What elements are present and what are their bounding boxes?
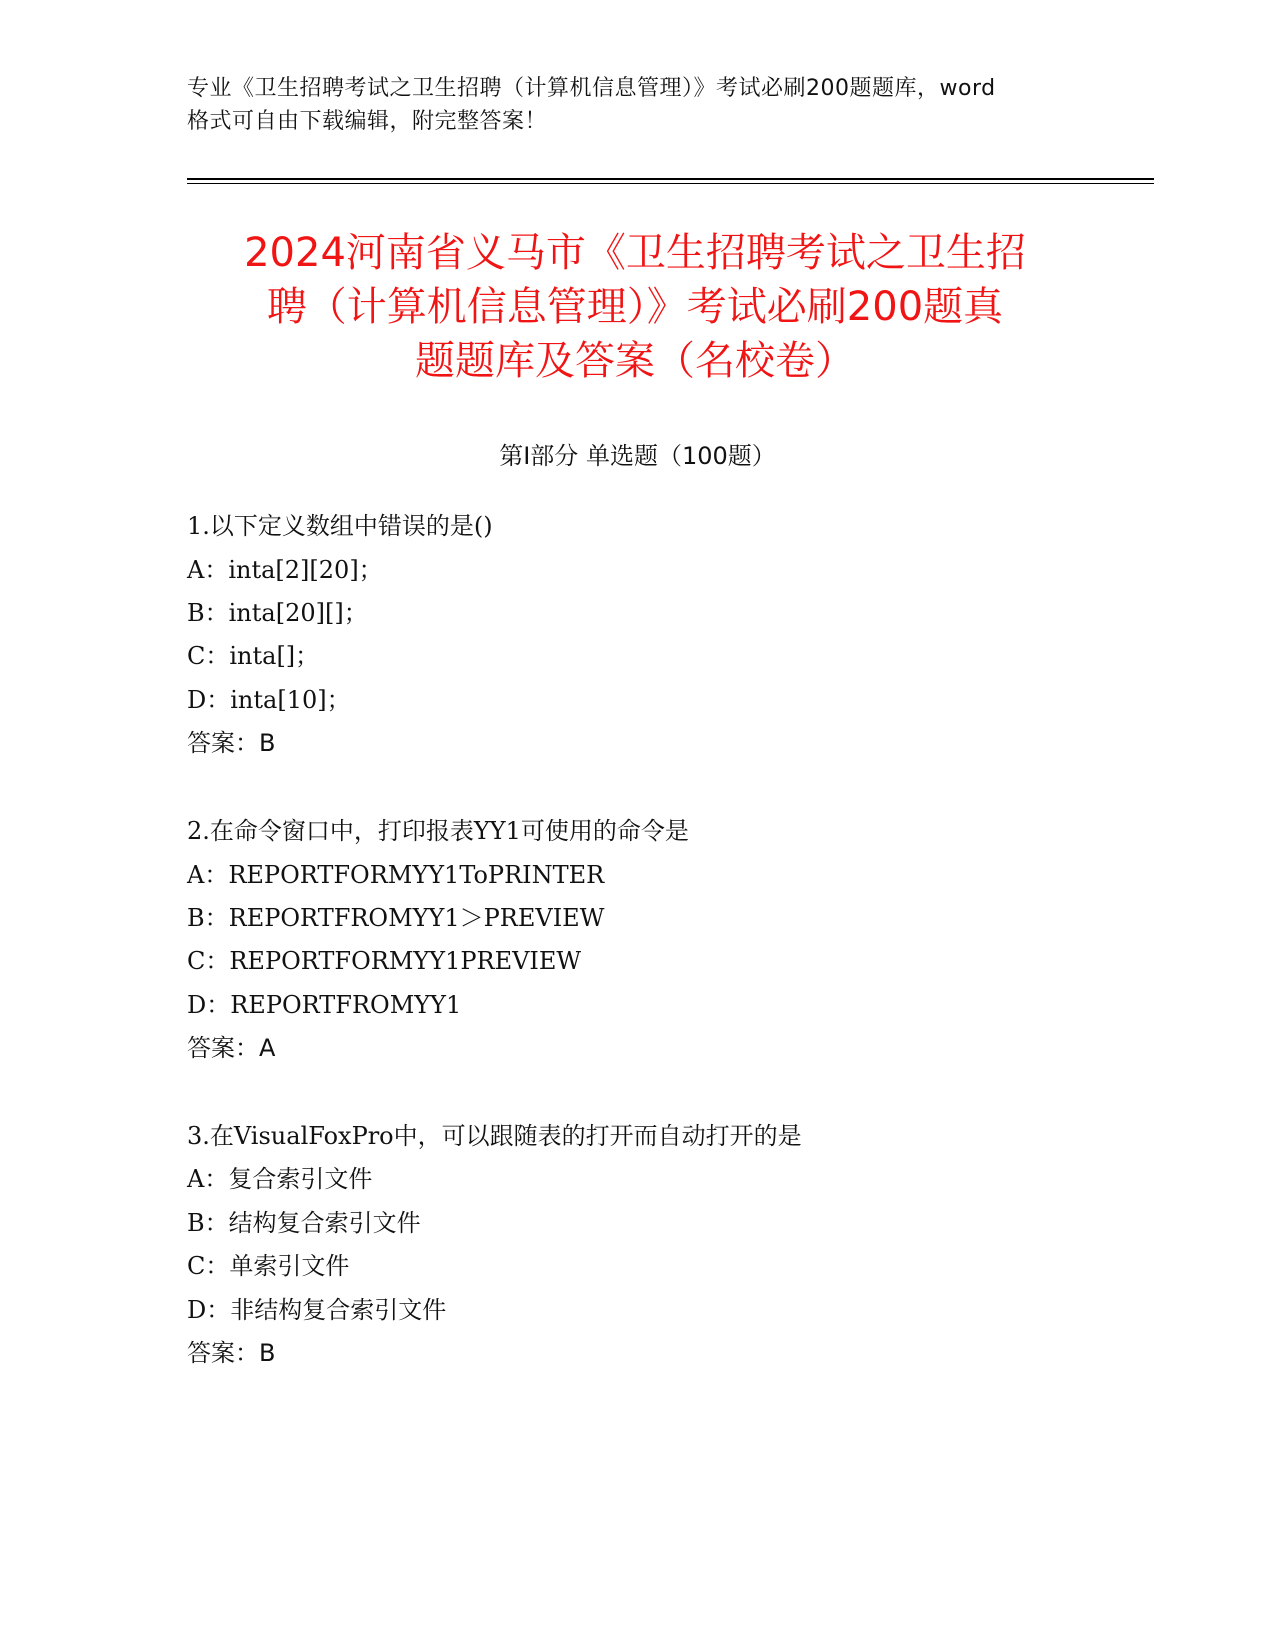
title-line-1: 2024河南省义马市《卫生招聘考试之卫生招 xyxy=(244,230,1026,276)
question-1-option-a: A：inta[2][20]； xyxy=(187,556,383,584)
question-1-answer: 答案：B xyxy=(187,729,276,757)
question-1-stem: 1.以下定义数组中错误的是() xyxy=(187,512,493,540)
part-title: 第Ⅰ部分 单选题（100题） xyxy=(499,442,776,470)
question-3-stem: 3.在VisualFoxPro中，可以跟随表的打开而自动打开的是 xyxy=(187,1122,802,1150)
question-2-option-a: A：REPORTFORMYY1ToPRINTER xyxy=(187,861,605,889)
question-2-stem: 2.在命令窗口中，打印报表YY1可使用的命令是 xyxy=(187,817,689,845)
question-1-option-b: B：inta[20][]； xyxy=(187,599,368,627)
header-line-2: 格式可自由下载编辑，附完整答案！ xyxy=(187,109,548,134)
question-2-option-d: D：REPORTFROMYY1 xyxy=(187,991,462,1019)
question-3-option-d: D：非结构复合索引文件 xyxy=(187,1296,447,1324)
question-2-option-b: B：REPORTFROMYY1＞PREVIEW xyxy=(187,904,605,932)
document-header xyxy=(187,72,1087,138)
title-line-2: 聘（计算机信息管理）》考试必刷200题真 xyxy=(266,284,1004,330)
question-2-answer: 答案：A xyxy=(187,1034,276,1062)
question-1-option-d: D：inta[10]； xyxy=(187,686,351,714)
question-1-option-c: C：inta[]； xyxy=(187,642,320,670)
title-line-3: 题题库及答案（名校卷） xyxy=(415,338,855,384)
question-3-option-c: C：单索引文件 xyxy=(187,1252,350,1280)
header-divider-thick xyxy=(187,178,1154,180)
header-line-1: 专业《卫生招聘考试之卫生招聘（计算机信息管理）》考试必刷200题题库，word xyxy=(187,76,996,101)
header-divider-thin xyxy=(187,183,1154,184)
question-3-answer: 答案：B xyxy=(187,1339,276,1367)
question-3-option-b: B：结构复合索引文件 xyxy=(187,1209,421,1237)
document-title xyxy=(180,226,1090,388)
question-3-option-a: A：复合索引文件 xyxy=(187,1165,373,1193)
question-2-option-c: C：REPORTFORMYY1PREVIEW xyxy=(187,947,582,975)
